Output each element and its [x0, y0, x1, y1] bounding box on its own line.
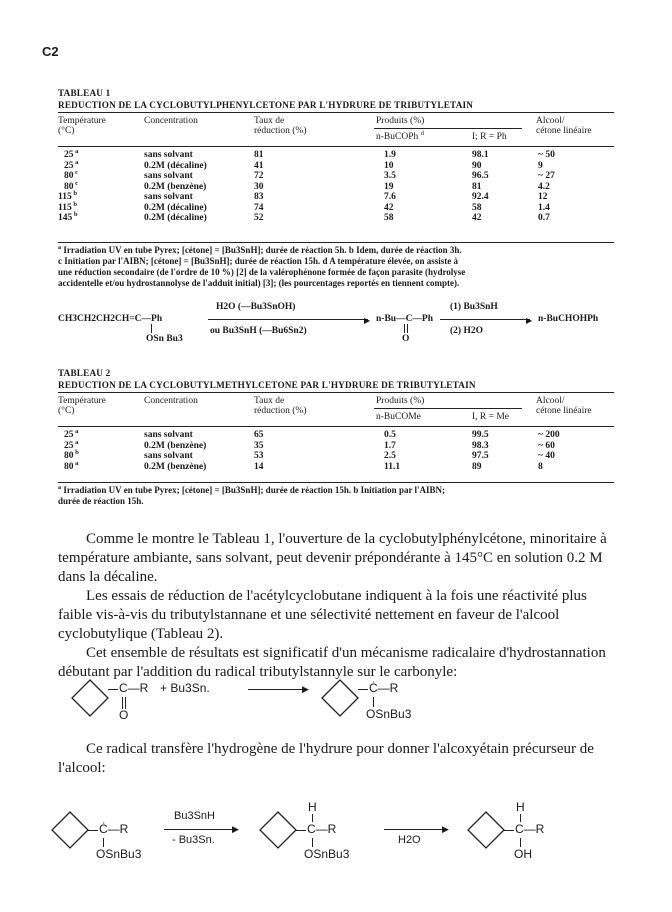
- t2-cell-ratio: ~ 200: [538, 430, 560, 440]
- t1-cell-temp: 80 $^c$: [64, 168, 79, 181]
- t2-cell-p1: 0.5: [384, 430, 396, 440]
- t1-h-taux: Taux de réduction (%): [254, 116, 307, 136]
- paragraph-2: Les essais de réduction de l'acétylcyclobutane indiquent à la fois une réactivité plus faible vis-à-vis du tributylstannane et une sélectivité nettement en faveur de l'alcool cyclobutylique (Tableau 2).: [58, 588, 587, 642]
- table-row: [58, 179, 614, 193]
- table2-title: REDUCTION DE LA CYCLOBUTYLMETHYLCETONE PAR L'HYDRURE DE TRIBUTYLETAIN: [58, 380, 476, 390]
- table-row: [58, 147, 614, 161]
- s3-bond-1: [88, 830, 98, 831]
- s3-arrow-1: [164, 829, 236, 830]
- table-row: [58, 448, 614, 462]
- t1-cell-p2: 98.1: [472, 150, 489, 160]
- table-row: [58, 427, 614, 441]
- t1-cell-conc: sans solvant: [144, 150, 193, 160]
- table1-label: TABLEAU 1: [58, 88, 111, 98]
- body-text-2: [58, 740, 618, 778]
- scheme3: [50, 800, 640, 870]
- table-row: [58, 200, 614, 214]
- table1-bottom-rule: [58, 242, 614, 243]
- scheme1-arrow1: [208, 319, 368, 320]
- t2-cell-conc: sans solvant: [144, 451, 193, 461]
- t2-h-taux: Taux de réduction (%): [254, 396, 307, 416]
- table2-label: TABLEAU 2: [58, 368, 111, 378]
- t2-h-sub1: n-BuCOMe: [376, 412, 421, 422]
- scheme1-arrow1-bottom: ou Bu3SnH (—Bu6Sn2): [210, 326, 307, 336]
- s3-arrowhead-1: ▶: [232, 824, 239, 834]
- t1-cell-conc: 0.2M (décaline): [144, 202, 207, 213]
- table-row: [58, 168, 614, 182]
- scheme1-db2: [407, 324, 408, 333]
- t2-cell-temp: 25 $^a$: [64, 438, 79, 451]
- t2-cell-taux: 35: [254, 440, 264, 451]
- t2-cell-temp: 80 $^a$: [64, 459, 79, 472]
- t2-cell-p1: 1.7: [384, 440, 396, 451]
- scheme1-arrow2-top: (1) Bu3SnH: [450, 302, 498, 312]
- scheme1-arrowhead1: ▶: [364, 316, 371, 325]
- s3-g2-hbond: [312, 814, 313, 822]
- t2-cell-taux: 65: [254, 430, 264, 440]
- t1-cell-temp: 115 $^b$: [58, 189, 78, 202]
- body-text-1: [58, 530, 618, 682]
- t1-rows: [58, 147, 614, 224]
- t1-cell-ratio: 12: [538, 192, 548, 202]
- t2-h-subrule: [374, 408, 522, 409]
- scheme2: [70, 674, 470, 730]
- t1-cell-ratio: 0.7: [538, 213, 550, 223]
- t1-cell-conc: sans solvant: [144, 171, 193, 181]
- scheme1-product: n-BuCHOHPh: [538, 314, 599, 324]
- t1-cell-p2: 81: [472, 181, 482, 192]
- t1-h-sub2: I; R = Ph: [472, 132, 507, 142]
- s3-g1-o: OSnBu3: [96, 847, 142, 861]
- scheme1-reactant: CH3CH2CH2CH=C—Ph: [58, 314, 163, 324]
- t1-cell-taux: 74: [254, 202, 264, 213]
- t1-cell-taux: 81: [254, 150, 264, 160]
- t1-h-alcool: Alcool/ cétone linéaire: [536, 116, 592, 136]
- scheme1: [58, 300, 618, 348]
- t1-cell-taux: 41: [254, 160, 264, 171]
- t1-cell-temp: 80 $^c$: [64, 179, 79, 192]
- scheme1-bond: [151, 324, 152, 333]
- t2-cell-ratio: ~ 40: [538, 451, 555, 461]
- t1-cell-p2: 58: [472, 202, 482, 213]
- t1-cell-ratio: 1.4: [538, 202, 550, 213]
- s3-a1-bottom: - Bu3Sn.: [172, 834, 215, 846]
- t2-cell-p2: 98.3: [472, 440, 489, 451]
- t1-cell-ratio: ~ 27: [538, 171, 555, 181]
- t2-cell-taux: 53: [254, 451, 264, 461]
- t2-cell-conc: 0.2M (benzène): [144, 461, 207, 472]
- cyclobutane-icon: [50, 810, 90, 850]
- cyclobutane-icon: [320, 678, 360, 718]
- s3-g2-bond: [312, 838, 313, 847]
- t1-cell-temp: 145 $^b$: [58, 210, 78, 223]
- t2-cell-p2: 99.5: [472, 430, 489, 440]
- s3-arrowhead-2: ▶: [442, 824, 449, 834]
- t2-cell-temp: 25 $^a$: [64, 427, 79, 440]
- s3-arrow-2: [384, 829, 446, 830]
- t1-cell-p2: 90: [472, 160, 482, 171]
- t2-rows: [58, 427, 614, 472]
- t1-cell-ratio: 9: [538, 160, 543, 171]
- t1-h-temp: Température (°C): [58, 116, 106, 136]
- t2-cell-conc: 0.2M (benzène): [144, 440, 207, 451]
- scheme2-left-group: C—R: [119, 681, 149, 695]
- table2: [58, 396, 614, 472]
- t2-h-sub2: I, R = Me: [472, 412, 510, 422]
- t1-cell-taux: 72: [254, 171, 264, 181]
- s3-g2-o: OSnBu3: [304, 847, 350, 861]
- t2-h-conc: Concentration: [144, 396, 198, 406]
- table1-footnotes: $^a$ Irradiation UV en tube Pyrex; [cétone] = [Bu3SnH]; durée de réaction 5h. b Idem, durée de réaction 3h. c Initiation par l'AIBN; [cétone] = [Bu3SnH]; durée de réaction 15h. d A température élevée, on assiste à une réduction secondaire (de l'ordre de 10 %) [2] de la valérophénone formée de façon parasite (hydrolyse accidentelle et/ou hydrostannolyse de l'adduit initial) [3]; (les pourcentages reportés en tiennent compte).: [58, 244, 466, 288]
- t1-cell-conc: sans solvant: [144, 192, 193, 202]
- t2-cell-p1: 11.1: [384, 461, 401, 472]
- t2-cell-ratio: ~ 60: [538, 440, 555, 451]
- s3-g3-hbond: [520, 814, 521, 822]
- cyclobutane-icon: [466, 810, 506, 850]
- t1-cell-p1: 1.9: [384, 150, 396, 160]
- scheme1-arrow2: [440, 319, 530, 320]
- table-row: [58, 189, 614, 203]
- t2-cell-ratio: 8: [538, 461, 543, 472]
- table-row: [58, 210, 614, 224]
- scheme1-arrow2-bottom: (2) H2O: [450, 326, 483, 336]
- scheme2-arrow: [248, 689, 306, 690]
- table-row: [58, 158, 614, 172]
- t1-h-produits: Produits (%): [376, 116, 425, 126]
- t1-cell-p1: 42: [384, 202, 394, 213]
- table1: [58, 116, 614, 224]
- t1-h-conc: Concentration: [144, 116, 198, 126]
- t1-cell-p2: 42: [472, 213, 482, 223]
- table2-footnotes: $^a$ Irradiation UV en tube Pyrex; [cétone] = [Bu3SnH]; durée de réaction 15h. b Initiation par l'AIBN; durée de réaction 15h.: [58, 484, 446, 506]
- t1-cell-p1: 19: [384, 181, 394, 192]
- scheme2-plus: + Bu3Sn.: [160, 681, 210, 695]
- s3-a1-top: Bu3SnH: [174, 810, 215, 822]
- t2-cell-p2: 97.5: [472, 451, 489, 461]
- scheme1-intermediate: n-Bu—C—Ph: [376, 314, 434, 324]
- s3-bond-3: [504, 830, 514, 831]
- table-row: [58, 459, 614, 473]
- t2-h-temp: Température (°C): [58, 396, 106, 416]
- scheme1-arrow1-top: H2O (—Bu3SnOH): [216, 302, 296, 312]
- t1-cell-p1: 7.6: [384, 192, 396, 202]
- scheme1-db1: [404, 324, 405, 333]
- t1-cell-taux: 30: [254, 181, 264, 192]
- t1-cell-p2: 92.4: [472, 192, 489, 202]
- t1-cell-conc: 0.2M (décaline): [144, 213, 207, 223]
- s3-g1-bond: [103, 838, 104, 847]
- t1-cell-ratio: 4.2: [538, 181, 550, 192]
- scheme2-bond-3: [373, 697, 374, 707]
- t1-cell-taux: 83: [254, 192, 264, 202]
- t2-cell-p1: 2.5: [384, 451, 396, 461]
- s3-g3: C—R: [515, 822, 545, 836]
- t2-cell-temp: 80 $^b$: [64, 448, 79, 461]
- s3-g1: Ċ—R: [99, 822, 129, 836]
- t2-cell-taux: 14: [254, 461, 264, 472]
- scheme2-right-group: Ċ—R: [369, 681, 399, 695]
- paragraph-3: Cet ensemble de résultats est significatif d'un mécanisme radicalaire d'hydrostannation débutant par l'addition du radical tributylstannyle sur le carbonyle:: [58, 645, 606, 680]
- scheme2-right-o: OSnBu3: [366, 707, 412, 721]
- scheme1-arrowhead2: ▶: [526, 316, 533, 325]
- table2-top-rule: [58, 392, 614, 393]
- paragraph-4: Ce radical transfère l'hydrogène de l'hydrure pour donner l'alcoxyétain précurseur de l'alcool:: [58, 741, 594, 776]
- t1-cell-ratio: ~ 50: [538, 150, 555, 160]
- table2-bottom-rule: [58, 482, 614, 483]
- t2-cell-conc: sans solvant: [144, 430, 193, 440]
- t2-cell-p2: 89: [472, 461, 482, 472]
- t2-h-produits: Produits (%): [376, 396, 425, 406]
- t1-cell-p1: 10: [384, 160, 394, 171]
- cyclobutane-icon: [70, 678, 110, 718]
- t1-cell-p2: 96.5: [472, 171, 489, 181]
- t1-cell-conc: 0.2M (benzène): [144, 181, 207, 192]
- t1-cell-p1: 3.5: [384, 171, 396, 181]
- table1-top-rule: [58, 112, 614, 113]
- t1-cell-temp: 115 $^b$: [58, 200, 78, 213]
- t1-cell-p1: 58: [384, 213, 394, 223]
- scheme2-bond-2: [358, 689, 368, 690]
- t1-h-sub1: n-BuCOPh $^d$: [376, 129, 424, 142]
- t2-h-alcool: Alcool/ cétone linéaire: [536, 396, 592, 416]
- t1-cell-conc: 0.2M (décaline): [144, 160, 207, 171]
- t1-cell-temp: 25 $^a$: [64, 158, 79, 171]
- scheme2-arrowhead: ▶: [302, 684, 309, 694]
- s3-g3-o: OH: [514, 847, 532, 861]
- t1-cell-temp: 25 $^a$: [64, 147, 79, 160]
- scheme2-left-o: O: [119, 708, 129, 722]
- paragraph-1: Comme le montre le Tableau 1, l'ouverture de la cyclobutylphénylcétone, minoritaire à température ambiante, sans solvant, peut devenir prépondérante à 145°C en solution 0.2 M dans la décaline.: [58, 531, 607, 585]
- scheme1-intermediate-sub: O: [402, 334, 410, 344]
- s3-g2: C—R: [307, 822, 337, 836]
- page-number: C2: [42, 44, 59, 59]
- t1-h-subrule: [374, 128, 522, 129]
- scheme1-reactant-sub: OSn Bu3: [146, 334, 183, 344]
- scheme2-bond: [108, 689, 118, 690]
- s3-g3-bond: [520, 838, 521, 847]
- s3-bond-2: [296, 830, 306, 831]
- cyclobutane-icon: [258, 810, 298, 850]
- table-row: [58, 438, 614, 452]
- s3-g3-h: H: [516, 800, 525, 814]
- table1-title: REDUCTION DE LA CYCLOBUTYLPHENYLCETONE PAR L'HYDRURE DE TRIBUTYLETAIN: [58, 100, 474, 110]
- s3-g2-h: H: [308, 800, 317, 814]
- t1-cell-taux: 52: [254, 213, 264, 223]
- s3-a2-top: H2O: [398, 834, 421, 846]
